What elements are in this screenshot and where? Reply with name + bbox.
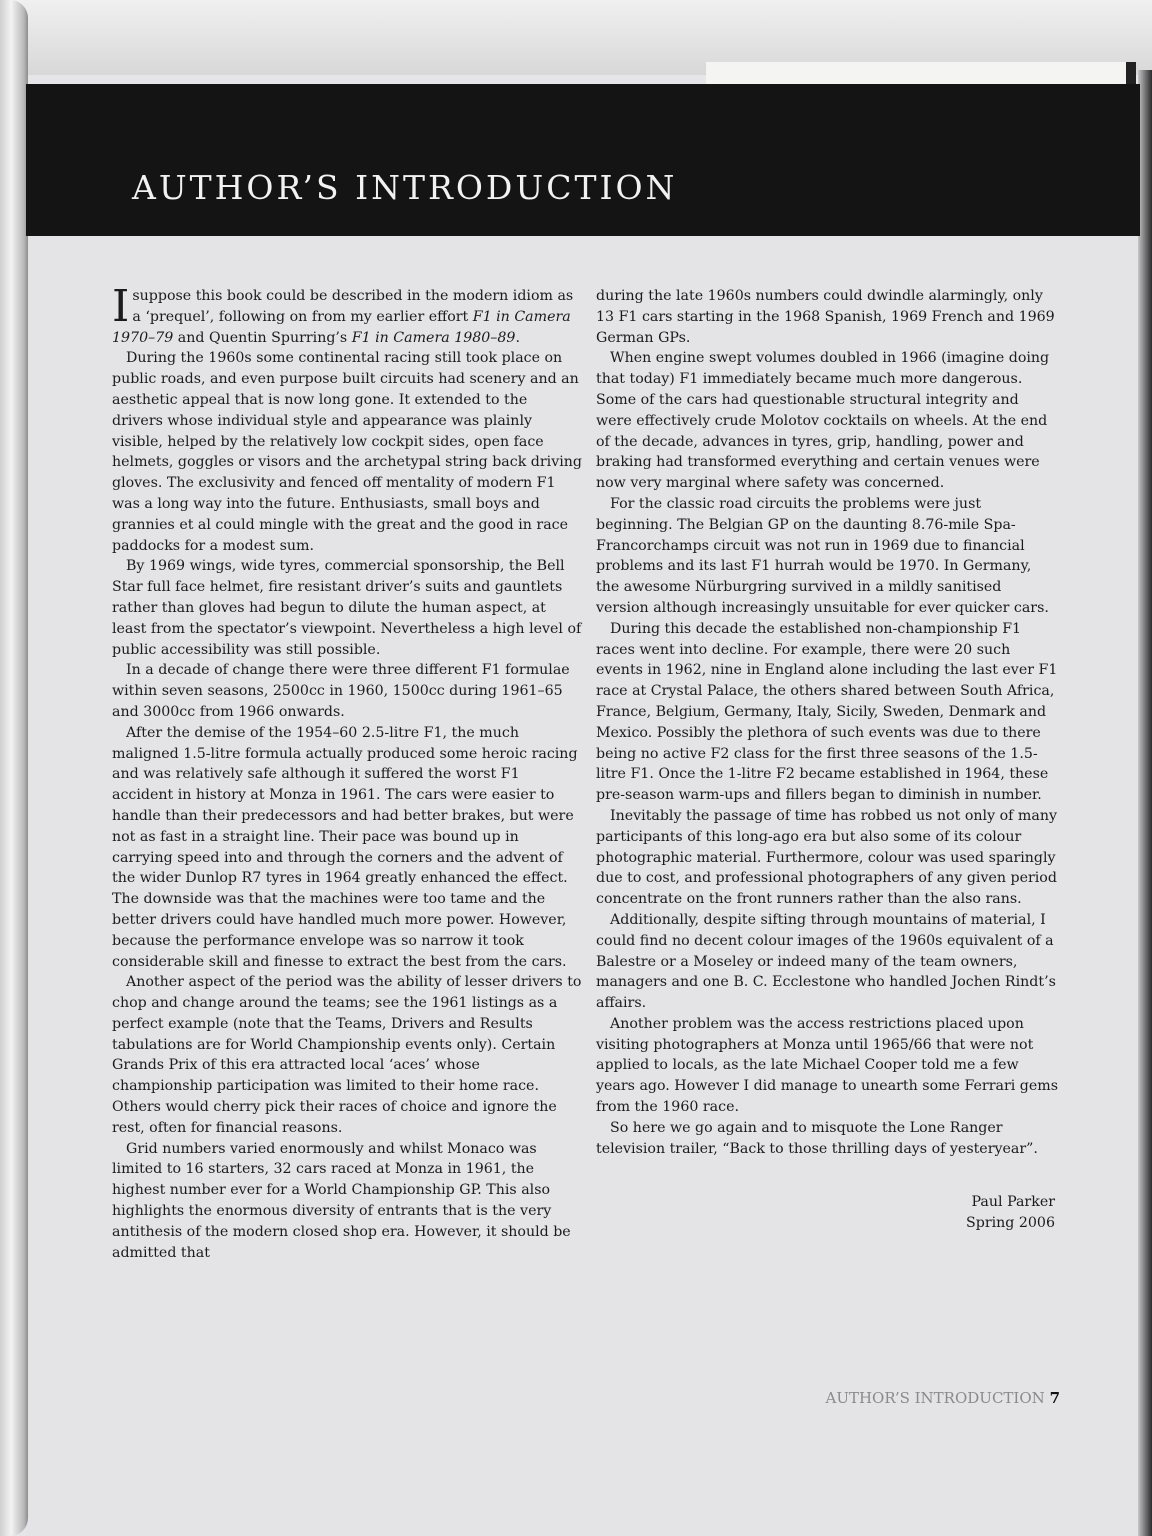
paragraph: In a decade of change there were three different F1 formulae within seven seasons, 2500cc in 1960, 1500cc during 1961–65 and 3000cc from 1966 onwards. (112, 662, 570, 720)
header-band (26, 84, 1140, 236)
paragraph: When engine swept volumes doubled in 1966 (imagine doing that today) F1 immediately became much more dangerous. Some of the cars had questionable structural integrity and were effectively crude Molotov cocktails on wheels. At the end of the decade, advances in tyres, grip, handling, power and braking had transformed everything and certain venues were now very marginal where safety was concerned. (596, 350, 1050, 492)
page-number: 7 (1049, 1389, 1060, 1407)
page-title: AUTHOR’S INTRODUCTION (132, 168, 678, 207)
paragraph: Another problem was the access restrictions placed upon visiting photographers at Monza until 1965/66 that were not applied to locals, as the late Michael Cooper told me a few years ago. However I did manage to unearth some Ferrari gems from the 1960 race. (596, 1015, 1058, 1116)
paragraph: Another aspect of the period was the ability of lesser drivers to chop and change around the teams; see the 1961 listings as a perfect example (note that the Teams, Drivers and Results tabulations are for World Championship events only). Certain Grands Prix of this era attracted local ‘aces’ whose championship participation was limited to their home race. Others would cherry pick their races of choice and ignore the rest, often for financial reasons. (112, 974, 582, 1136)
paragraph: After the demise of the 1954–60 2.5-litre F1, the much maligned 1.5-litre formula actually produced some heroic racing and was relatively safe although it suffered the worst F1 accident in history at Monza in 1961. The cars were easier to handle than their predecessors and had better brakes, but were not as fast in a straight line. Their pace was bound up in carrying speed into and through the corners and the advent of the wider Dunlop R7 tyres in 1964 greatly enhanced the effect. The downside was that the machines were too tame and the better drivers could have handled much more power. However, because the performance envelope was so narrow it took considerable skill and finesse to extract the best from the cars. (112, 724, 578, 970)
paragraph: During this decade the established non-championship F1 races went into decline. For example, there were 20 such events in 1962, nine in England alone including the last ever F1 race at Crystal Palace, the others shared between South Africa, France, Belgium, Germany, Italy, Sicily, Sweden, Denmark and Mexico. Possibly the plethora of such events was due to there being no active F2 class for the first three seasons of the 1.5-litre F1. Once the 1-litre F2 became established in 1964, these pre-season warm-ups and fillers began to diminish in number. (596, 620, 1058, 804)
paragraph: For the classic road circuits the problems were just beginning. The Belgian GP on the daunting 8.76-mile Spa-Francorchamps circuit was not run in 1969 due to financial problems and its last F1 hurrah would be 1970. In Germany, the awesome Nürburgring survived in a mildly sanitised version although increasingly unsuitable for ever quicker cars. (596, 495, 1049, 616)
paragraph: Grid numbers varied enormously and whilst Monaco was limited to 16 starters, 32 cars raced at Monza in 1961, the highest number ever for a World Championship GP. This also highlights the enormous diversity of entrants that is the very antithesis of the modern closed shop era. However, it should be admitted that (112, 1140, 571, 1261)
paragraph: I suppose this book could be described in the modern idiom as a ‘prequel’, following on from my earlier effort F1 in Camera 1970–79 and Quentin Spurring’s F1 in Camera 1980–89. (112, 281, 574, 346)
signoff-date: Spring 2006 (966, 1215, 1055, 1231)
drop-cap: I (112, 281, 130, 332)
author-signoff (860, 1192, 1055, 1234)
text-column-right (596, 286, 1058, 1159)
book-cover-edge (1138, 70, 1152, 1536)
book-spine-edge (0, 0, 28, 1536)
paragraph: Inevitably the passage of time has robbed us not only of many participants of this long-ago era but also some of its colour photographic material. Furthermore, colour was used sparingly due to cost, and professional photographers of any given period concentrate on the front runners rather than the also rans. (596, 807, 1057, 908)
book-title: F1 in Camera 1980–89 (351, 329, 516, 346)
text-column-left (112, 281, 582, 1263)
book-jacket-edge (706, 62, 1136, 84)
paragraph: Additionally, despite sifting through mountains of material, I could find no decent colour images of the 1960s equivalent of a Balestre or a Moseley or indeed many of the team owners, managers and one B. C. Ecclestone who handled Jochen Rindt’s affairs. (596, 911, 1056, 1012)
paragraph: By 1969 wings, wide tyres, commercial sponsorship, the Bell Star full face helmet, fire resistant driver’s suits and gauntlets rather than gloves had begun to dilute the human aspect, at least from the spectator’s viewpoint. Nevertheless a high level of public accessibility was still possible. (112, 558, 582, 658)
running-title: AUTHOR’S INTRODUCTION (825, 1389, 1045, 1407)
author-name: Paul Parker (971, 1194, 1055, 1210)
paragraph: During the 1960s some continental racing still took place on public roads, and even purpose built circuits had scenery and an aesthetic appeal that is now long gone. It extended to the drivers whose individual style and appearance was plainly visible, helped by the relatively low cockpit sides, open face helmets, goggles or visors and the archetypal string back driving gloves. The exclusivity and fenced off mentality of modern F1 was a long way into the future. Enthusiasts, small boys and grannies et al could mingle with the great and the good in race paddocks for a modest sum. (112, 350, 582, 554)
paragraph: So here we go again and to misquote the Lone Ranger television trailer, “Back to those thrilling days of yesteryear”. (596, 1119, 1038, 1157)
book-title: F1 in Camera 1970–79 (112, 308, 571, 346)
paragraph: during the late 1960s numbers could dwindle alarmingly, only 13 F1 cars starting in the 1968 Spanish, 1969 French and 1969 German GPs. (596, 288, 1055, 346)
running-footer (780, 1389, 1060, 1407)
